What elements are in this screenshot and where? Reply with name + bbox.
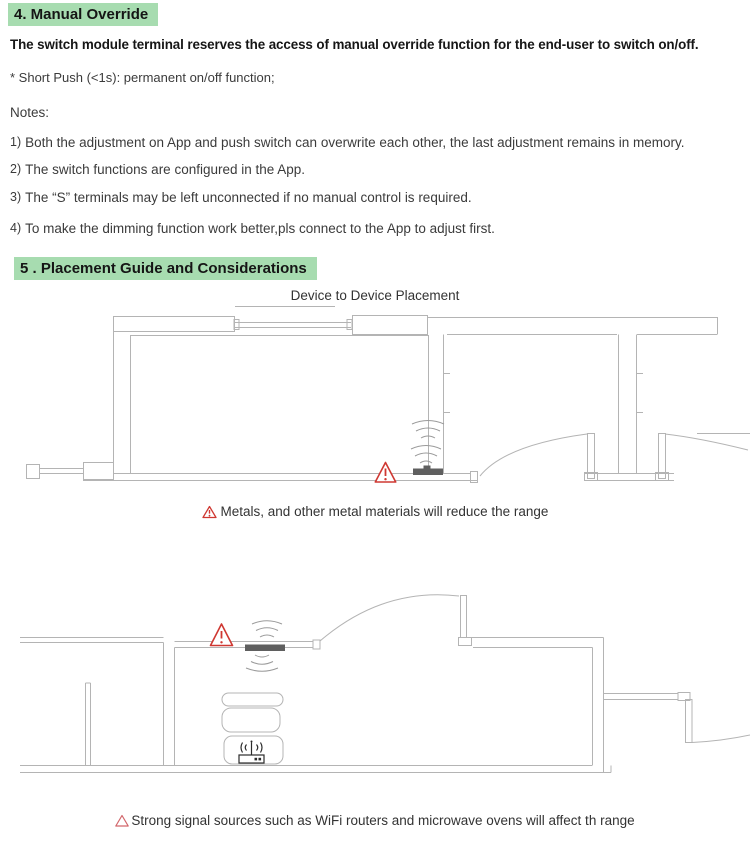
notes-label: Notes:	[10, 105, 50, 120]
door-swing-arc	[665, 434, 748, 450]
right-passage-wall	[604, 694, 678, 700]
floor-plan-diagram-2	[0, 565, 750, 800]
note-text: Both the adjustment on App and push switch can overwrite each other, the last adjustment remains in memory.	[25, 135, 685, 150]
section5-heading: 5 . Placement Guide and Considerations	[14, 257, 317, 280]
note-text: The switch functions are configured in the App.	[25, 162, 306, 177]
note-item-2	[10, 162, 305, 177]
door-swing-arc	[692, 735, 750, 743]
furniture	[222, 693, 283, 764]
note-number: 2)	[10, 162, 22, 176]
note-text: To make the dimming function work better,pls connect to the App to adjust first.	[25, 221, 495, 236]
caption-text: Strong signal sources such as WiFi routers and microwave ovens will affect th range	[131, 813, 635, 828]
left-thick-wall	[164, 643, 175, 766]
floor-lines	[20, 766, 611, 773]
door-post	[461, 596, 467, 638]
note-number: 1)	[10, 135, 22, 149]
section4-heading: 4. Manual Override	[8, 3, 158, 26]
inner-room-walls	[130, 335, 429, 473]
device-wall	[175, 642, 314, 648]
diagram1-title: Device to Device Placement	[290, 288, 460, 303]
door-post-base	[459, 638, 472, 646]
left-room-wall	[86, 683, 91, 765]
window	[234, 320, 352, 330]
right-wall	[471, 638, 604, 774]
short-push-line: * Short Push (<1s): permanent on/off function;	[10, 70, 275, 85]
wall-segment	[114, 317, 235, 332]
walls	[20, 595, 750, 773]
note-item-4	[10, 221, 495, 236]
radiator	[27, 465, 84, 479]
caption-metals	[0, 504, 750, 519]
corridor-walls	[444, 335, 644, 474]
wireless-device	[413, 466, 443, 476]
wall-end-cap	[313, 640, 320, 649]
wall-block	[84, 463, 114, 480]
wifi-signal-waves-icon	[411, 421, 444, 464]
section4-intro: The switch module terminal reserves the access of manual override function for the end-user to switch on/off.	[10, 37, 699, 52]
wireless-device	[245, 645, 285, 652]
note-number: 4)	[10, 221, 22, 235]
note-text: The “S” terminals may be left unconnected if no manual control is required.	[25, 190, 472, 205]
wifi-router-icon	[239, 741, 264, 764]
note-number: 3)	[10, 190, 22, 204]
top-wall-band	[428, 318, 718, 335]
floor-plan-diagram-1	[0, 305, 750, 505]
door-post	[686, 700, 693, 743]
walls	[27, 307, 750, 483]
floor-lines-right	[584, 434, 750, 481]
warning-triangle-icon	[202, 505, 217, 519]
warning-triangle-icon	[211, 624, 233, 646]
note-item-3	[10, 190, 472, 205]
caption-signal	[0, 813, 750, 828]
door-swing-arc	[480, 434, 587, 476]
note-item-1	[10, 135, 684, 150]
top-left-wall	[20, 638, 164, 643]
warning-triangle-icon	[375, 463, 395, 483]
door-swing-arc	[320, 595, 459, 641]
warning-triangle-icon	[115, 814, 129, 828]
outer-left-wall	[84, 332, 114, 463]
caption-text: Metals, and other metal materials will reduce the range	[220, 504, 549, 519]
wall-segment	[353, 316, 428, 335]
